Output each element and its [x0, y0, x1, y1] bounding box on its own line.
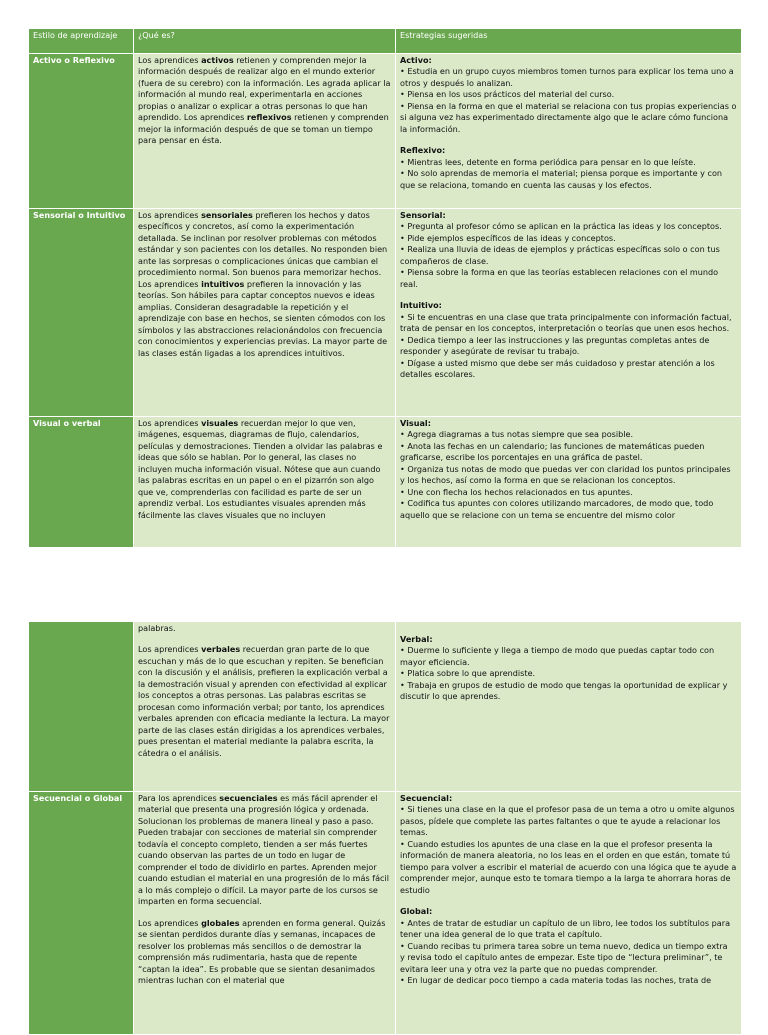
description-text: recuerdan mejor lo que ven, imágenes, esquemas, diagramas de flujo, calendarios, películas y demostraciones. Tienden a olvidar las palabras e ideas que sólo se hablan. Por lo general, las clases no incluyen mucha información visual. Nótese que aun cuando las palabras escritas en un papel o en el pizarrón son algo que ve, comprenderlas con facilidad es parte de ser un aprendiz verbal. Los estudiantes visuales aprenden más fácilmente las claves visuales que no incluyen [138, 418, 383, 520]
key-term: verbales [201, 644, 241, 655]
description-text: Los aprendices [138, 55, 202, 65]
strategy-title: Global: [400, 906, 433, 917]
strategy-item: • Trabaja en grupos de estudio de modo que tengas la oportunidad de explicar y discutir lo que aprendes. [400, 679, 728, 702]
description-paragraph [138, 210, 391, 359]
description-text: Para los aprendices [138, 793, 220, 803]
style-name: Visual o verbal [29, 417, 134, 548]
table-row [29, 622, 742, 792]
description-paragraph [138, 55, 391, 147]
strategy-item: • Si tienes una clase en la que el profesor pasa de un tema a otro u omite algunos pasos, pídele que complete las partes faltantes o que te ayude a relacionar los temas. [400, 804, 735, 838]
style-description [134, 209, 396, 417]
style-name: Activo o Reflexivo [29, 54, 134, 209]
key-term: intuitivos [201, 278, 245, 289]
style-description [134, 792, 396, 1035]
key-term: secuenciales [219, 793, 278, 803]
style-name: Secuencial o Global [29, 792, 134, 1035]
style-strategies [396, 54, 742, 209]
strategy-item: • Codifica tus apuntes con colores utilizando marcadores, de modo que, todo aquello que se relacione con un tema se encuentre del mismo color [400, 498, 714, 520]
strategy-item: • En lugar de dedicar poco tiempo a cada materia todas las noches, trata de [400, 975, 712, 986]
strategy-title: Visual: [400, 418, 431, 428]
table-row [29, 792, 742, 1035]
table-row [29, 209, 742, 417]
strategy-item: • Duerme lo suficiente y llega a tiempo de modo que puedas captar todo con mayor eficiencia. [400, 645, 715, 667]
strategy-item: • Anota las fechas en un calendario; las funciones de matemáticas pueden graficarse, escribe los porcentajes en una gráfica de pastel. [400, 440, 705, 463]
style-strategies [396, 792, 742, 1035]
strategy-title: Activo: [400, 55, 432, 65]
table-row [29, 54, 742, 209]
style-strategies [396, 417, 742, 548]
description-text: es más fácil aprender el material que presenta una progresión lógica y ordenada. Solucionan los problemas de manera lineal y paso a paso. Pueden trabajar con secciones de material sin comprender todavía el concepto completo, tienden a ser más fuertes cuando observan las partes de un todo en lugar de comprender el todo de dividirlo en partes. Aprenden mejor cuando estudian el material en una progresión de lo más fácil a lo más complejo o difícil. La mayor parte de los cursos se imparten en forma secuencial. [138, 793, 389, 907]
key-term: globales [201, 917, 240, 928]
header-estrategias: Estrategias sugeridas [396, 29, 742, 54]
key-term: reflexivos [246, 112, 292, 123]
description-paragraph [138, 644, 391, 759]
strategy-item: • Dedica tiempo a leer las instrucciones y las preguntas completas antes de responder y asegúrate de revisar tu trabajo. [400, 334, 710, 357]
strategy-item: • Platica sobre lo que aprendiste. [400, 668, 536, 679]
strategy-item: • Organiza tus notas de modo que puedas ver con claridad los puntos principales [400, 463, 731, 474]
strategy-item: • Piensa en la forma en que el material se relaciona con tus propias experiencias o si alguna vez has experimentado directamente algo que le aclare cómo funciona la información. [400, 100, 737, 134]
group-gap [400, 290, 737, 300]
strategy-item: • Piensa en los usos prácticos del material del curso. [400, 89, 615, 100]
style-description [134, 417, 396, 548]
strategy-item: • Agrega diagramas a tus notas siempre que sea posible. [400, 429, 634, 440]
strategy-title: Reflexivo: [400, 145, 446, 156]
group-gap [400, 135, 737, 145]
description-paragraph [138, 418, 391, 521]
strategy-item: • Une con flecha los hechos relacionados en tus apuntes. [400, 486, 633, 497]
strategy-item: y revisa todo el capítulo antes de empezar. Este tipo de “lectura preliminar”, te evitara leer una y otra vez la parte que no puedas comprender. [400, 952, 723, 974]
description-paragraph [138, 623, 391, 634]
strategy-item: y los hechos, así como la forma en que se relacionan los conceptos. [400, 475, 676, 486]
description-text: Los aprendices [138, 210, 202, 220]
description-text: Los aprendices [138, 644, 202, 655]
learning-styles-table-1 [28, 28, 742, 548]
strategy-item: • Mientras lees, detente en forma periódica para pensar en lo que leíste. [400, 156, 696, 167]
learning-styles-table-2 [28, 621, 742, 1035]
description-text: prefieren los hechos y datos específicos y concretos, así como la experimentación detallada. Se inclinan por resolver problemas con métodos estándar y son pacientes con los detalles. No responden bien ante las sorpresas o complicaciones únicas que cambian el procedimiento normal. Son buenos para memorizar hechos. Los aprendices [138, 210, 388, 289]
style-description [134, 622, 396, 792]
paragraph-gap [138, 908, 391, 918]
strategy-title: Intuitivo: [400, 300, 442, 311]
group-gap [400, 896, 737, 906]
strategy-item: • No solo aprendas de memoria el material; piensa porque es importante y con que se relaciona, tomando en cuenta las causas y los efectos. [400, 168, 723, 190]
strategy-item: • Realiza una lluvia de ideas de ejemplos y prácticas específicas solo o con tus compañeros de clase. [400, 244, 720, 266]
style-strategies [396, 622, 742, 792]
strategy-item: • Cuando estudies los apuntes de una clase en la que el profesor presenta la información de manera aleatoria, no los leas en el orden en que están, tomate tú tiempo para volver a escribir el material de acuerdo con una lógica que te ayude a comprender mejor, aunque esto te tomara tiempo a la larga te ahorrara horas de estudio [400, 838, 737, 895]
strategy-item: • Pregunta al profesor cómo se aplican en la práctica las ideas y los conceptos. [400, 221, 722, 232]
style-description [134, 54, 396, 209]
description-paragraph [138, 793, 391, 908]
strategy-item: • Si te encuentras en una clase que trata principalmente con información factual, trata de pensar en los conceptos, interpretación o teorías que unen esos hechos. [400, 311, 732, 334]
description-text: recuerdan gran parte de lo que escuchan y más de lo que escuchan y repiten. Se benefician con la discusión y el análisis, prefieren la explicación verbal a la demostración visual y aprenden con efectividad al explicar los conceptos a otras personas. Las palabras escritas se procesan como información verbal; por tanto, los aprendices verbales aprenden con eficacia mediante la lectura. La mayor parte de las clases están dirigidas a los aprendices verbales, pues presentan el material mediante la palabra escrita, la cátedra o el análisis. [138, 644, 390, 758]
description-text: Los aprendices [138, 418, 202, 428]
strategy-title: Sensorial: [400, 210, 446, 220]
description-text: Los aprendices [138, 917, 202, 928]
strategy-item: • Dígase a usted mismo que debe ser más cuidadoso y prestar atención a los detalles escolares. [400, 357, 715, 380]
table-row [29, 417, 742, 548]
header-estilo: Estilo de aprendizaje [29, 29, 134, 54]
description-text: palabras. [138, 623, 176, 633]
table-header-row [29, 29, 742, 54]
key-term: activos [201, 55, 234, 65]
description-text: retienen y comprenden mejor la información después de realizar algo en el mundo exterior (fuera de su cerebro) con la información. Les agrada aplicar la información al mundo real, experimentarla en acciones propias o analizar o explicar a otras personas lo que han aprendido. Los aprendices [138, 55, 391, 123]
strategy-title: Secuencial: [400, 793, 453, 803]
strategy-item: • Estudia en un grupo cuyos miembros tomen turnos para explicar los tema uno a otros y después lo analizan. [400, 66, 734, 88]
strategy-item: • Cuando recibas tu primera tarea sobre un tema nuevo, dedica un tiempo extra [400, 940, 728, 951]
strategy-item: • Pide ejemplos específicos de las ideas y conceptos. [400, 232, 616, 243]
description-text: retienen y comprenden mejor la información después de que se toman un tiempo para pensar en ésta. [138, 112, 389, 146]
strategy-title: Verbal: [400, 634, 433, 644]
strategy-item: • Antes de tratar de estudiar un capítulo de un libro, lee todos los subtítulos para tener una idea general de lo que trata el capítulo. [400, 917, 731, 940]
key-term: sensoriales [201, 210, 253, 220]
style-name [29, 622, 134, 792]
key-term: visuales [201, 418, 239, 428]
strategy-item: • Piensa sobre la forma en que las teorías establecen relaciones con el mundo real. [400, 267, 719, 289]
description-text: aprenden en forma general. Quizás se sientan perdidos durante días y semanas, incapaces de resolver los problemas más sencillos o de demostrar la comprensión más rudimentaria, hasta que de repente “captan la idea”. Es probable que se sientan desanimados mientras luchan con el material que [138, 917, 386, 986]
description-paragraph [138, 918, 391, 987]
description-text: prefieren la innovación y las teorías. Son hábiles para captar conceptos nuevos e ideas amplias. Consideran desagradable la repetición y el aprendizaje con base en hechos, se sienten cómodos con los símbolos y las abstracciones relacionándolos con frecuencia con conocimientos y experiencias previas. La mayor parte de las clases están ligadas a los aprendices intuitivos. [138, 278, 388, 358]
style-name: Sensorial o Intuitivo [29, 209, 134, 417]
header-que-es: ¿Qué es? [134, 29, 396, 54]
style-strategies [396, 209, 742, 417]
paragraph-gap [138, 634, 391, 644]
